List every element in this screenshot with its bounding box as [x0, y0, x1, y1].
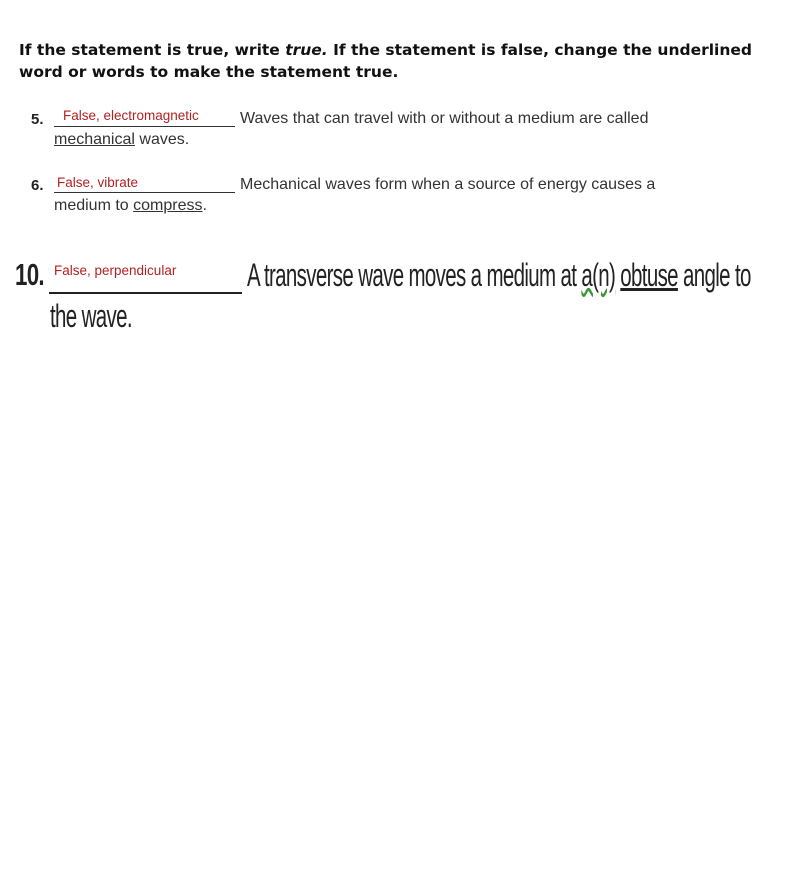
- statement-line-1-pre: A transverse wave moves a medium at: [247, 257, 582, 293]
- question-number: 10.: [15, 257, 44, 292]
- answer-text: False, vibrate: [57, 175, 139, 190]
- statement-line-2-post: .: [202, 197, 207, 214]
- statement-line-1-post: angle to: [677, 257, 751, 293]
- question-number: 6.: [31, 177, 44, 194]
- instructions: [19, 39, 789, 83]
- answer-text: False, electromagnetic: [63, 108, 199, 123]
- underlined-term: compress: [133, 197, 203, 214]
- underlined-term: obtuse: [620, 257, 678, 293]
- instructions-text-2: If the statement is false, change the underlined word or words to make the statement true.: [19, 41, 753, 81]
- statement-line-2-pre: medium to: [54, 197, 134, 214]
- answer-text: False, perpendicular: [54, 263, 177, 278]
- statement-line-2-rest: waves.: [134, 131, 190, 148]
- question-number: 5.: [31, 111, 44, 128]
- statement-line-2: [54, 197, 207, 215]
- underlined-term: mechanical: [54, 131, 135, 148]
- statement-line-2: [54, 131, 189, 149]
- spellcheck-flagged-word: a(n): [581, 257, 616, 293]
- instructions-italic-true: true.: [285, 41, 328, 59]
- statement-line-1: Mechanical waves form when a source of energy causes a: [240, 176, 656, 193]
- statement-line-2: the wave.: [50, 298, 132, 334]
- instructions-text-1: If the statement is true, write: [19, 41, 286, 59]
- statement-line-1: Waves that can travel with or without a medium are called: [240, 110, 649, 127]
- statement-line-1: [247, 257, 751, 294]
